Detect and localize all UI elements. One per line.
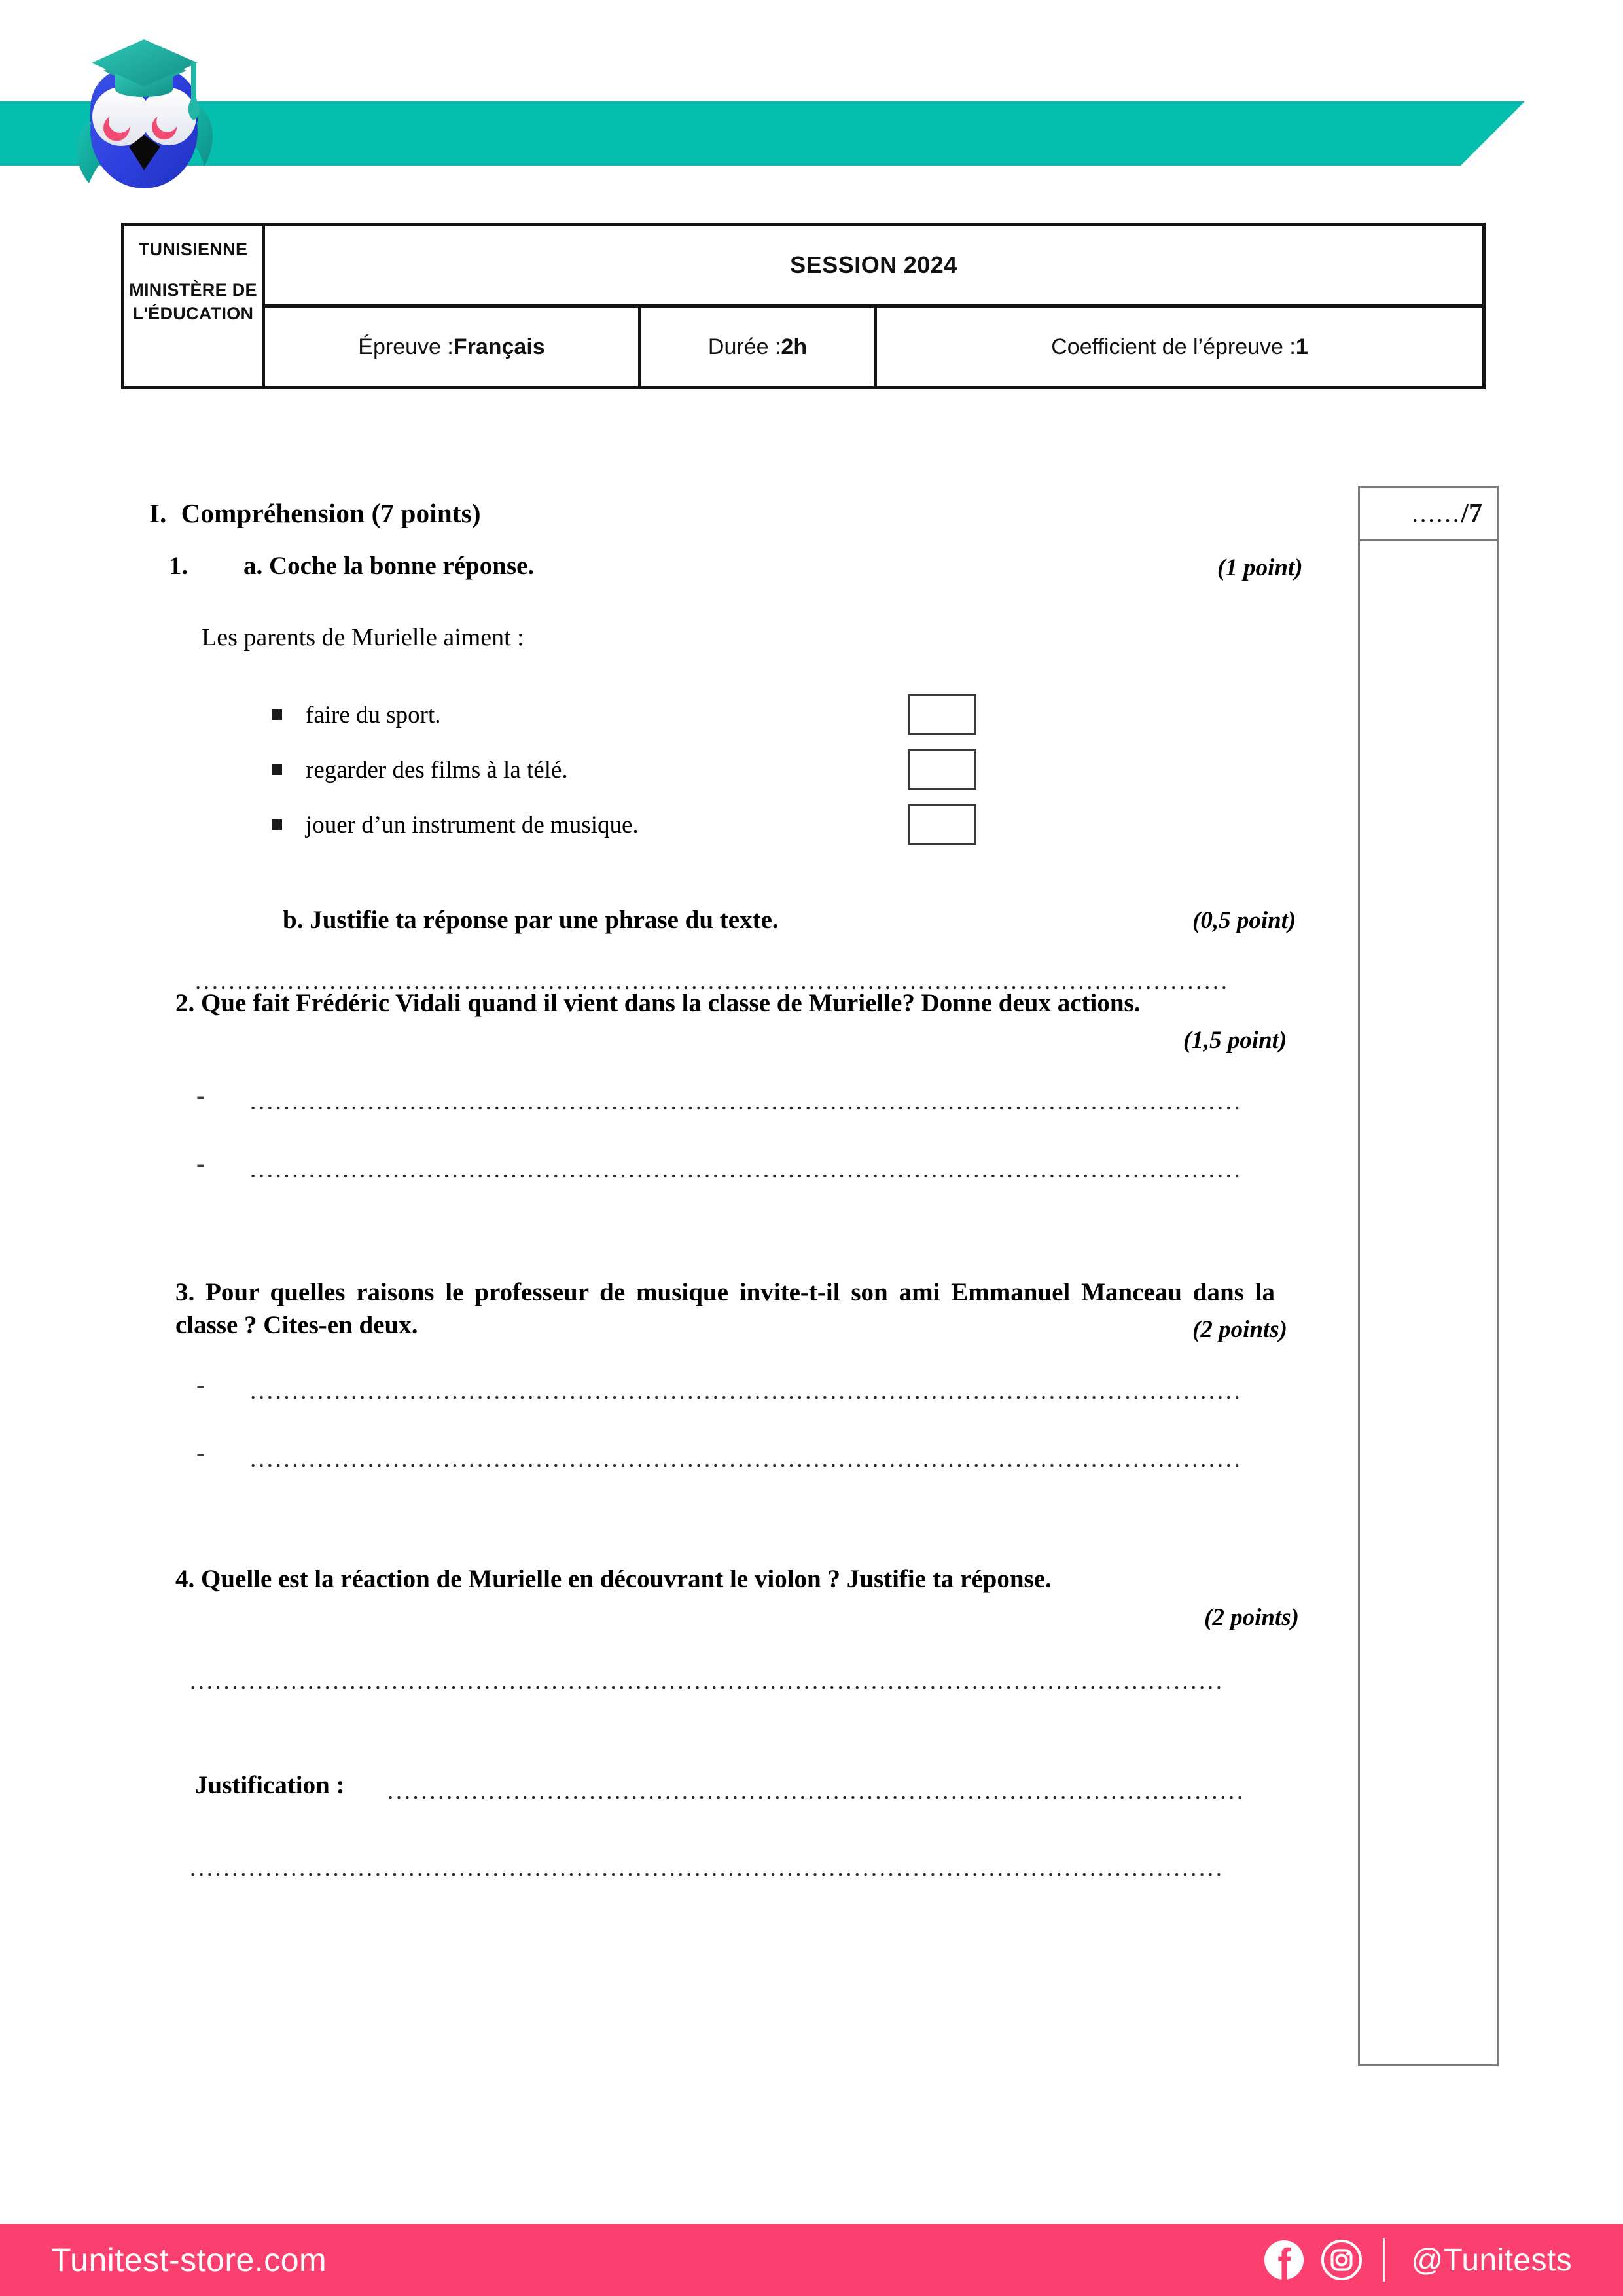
score-column (1358, 486, 1499, 2066)
list-item (272, 797, 1057, 852)
answer-line-q2-b[interactable]: ...................................................................................................................... (250, 1157, 1243, 1183)
justification-label: Justification : (195, 1771, 345, 1799)
coefficient-label: Coefficient de l’épreuve : (1051, 334, 1296, 359)
list-item (272, 687, 1057, 742)
section-title-text: Compréhension (7 points) (181, 498, 481, 528)
subject-value: Français (453, 334, 545, 359)
question-1b-text (283, 905, 779, 935)
answer-line-q2-a[interactable]: ...................................................................................................................... (250, 1088, 1243, 1115)
ministry-identity-cell (124, 226, 265, 386)
option-checkbox-1[interactable] (908, 694, 976, 735)
option-checkbox-2[interactable] (908, 749, 976, 790)
dash-bullet-icon: - (196, 1081, 205, 1110)
option-label-2: regarder des films à la télé. (306, 756, 568, 783)
square-bullet-icon (272, 764, 282, 775)
authority-line-2: MINISTÈRE DE (129, 280, 257, 300)
coefficient-value: 1 (1295, 334, 1308, 359)
section-numeral: I. (149, 498, 167, 528)
question-1a-points: (1 point) (1217, 554, 1303, 581)
score-max: /7 (1461, 498, 1482, 529)
section-title (149, 497, 481, 529)
answer-line-justification[interactable]: ...................................................................................................... (387, 1778, 1245, 1804)
answer-line-q3-a[interactable]: ...................................................................................................................... (250, 1378, 1243, 1405)
dash-bullet-icon: - (196, 1438, 205, 1467)
question-1b-label: b. (283, 906, 304, 934)
duration-label: Durée : (707, 334, 781, 359)
question-4-text: 4. Quelle est la réaction de Murielle en découvrant le violon ? Justifie ta réponse. (175, 1565, 1052, 1593)
instagram-icon[interactable] (1321, 2240, 1362, 2280)
question-1b-points: (0,5 point) (1192, 907, 1296, 934)
footer-social (1264, 2238, 1572, 2282)
footer-website[interactable]: Tunitest-store.com (51, 2242, 327, 2278)
authority-line-1: TUNISIENNE (138, 240, 248, 259)
answer-line-q4-b[interactable]: ........................................................................................................................... (190, 1855, 1224, 1882)
duration-cell (641, 308, 877, 386)
score-blank-dots: ...... (1412, 499, 1461, 528)
facebook-icon[interactable] (1264, 2240, 1304, 2280)
question-4-points: (2 points) (1204, 1604, 1299, 1631)
question-1a-text (243, 551, 534, 581)
duration-value: 2h (781, 334, 808, 359)
option-checkbox-3[interactable] (908, 804, 976, 845)
authority-line-3: L'ÉDUCATION (132, 304, 254, 324)
owl-graduate-icon (52, 12, 249, 208)
score-total-cell[interactable] (1360, 488, 1497, 541)
coefficient-cell (877, 308, 1482, 386)
session-label: SESSION (790, 251, 897, 278)
dash-bullet-icon: - (196, 1149, 205, 1178)
dash-bullet-icon: - (196, 1370, 205, 1399)
question-1a-instruction: Coche la bonne réponse. (269, 552, 535, 580)
option-label-1: faire du sport. (306, 701, 441, 728)
question-1-number: 1. (169, 552, 188, 580)
question-1-stem: Les parents de Murielle aiment : (202, 624, 524, 651)
subject-cell (265, 308, 641, 386)
question-2-text: 2. Que fait Frédéric Vidali quand il vient dans la classe de Murielle? Donne deux actions. (175, 989, 1141, 1017)
question-2-points: (1,5 point) (1183, 1027, 1287, 1054)
option-label-3: jouer d’un instrument de musique. (306, 811, 639, 838)
question-3-text: 3. Pour quelles raisons le professeur de musique invite-t-il son ami Emmanuel Manceau dans la classe ? Cites-en deux. (175, 1278, 1275, 1339)
square-bullet-icon (272, 709, 282, 720)
answer-line-q3-b[interactable]: ...................................................................................................................... (250, 1446, 1243, 1473)
session-cell (265, 226, 1482, 308)
question-1-options (272, 687, 1057, 852)
footer-divider (1383, 2238, 1385, 2282)
exam-header-table (121, 223, 1486, 389)
list-item (272, 742, 1057, 797)
subject-label: Épreuve : (358, 334, 454, 359)
footer-handle[interactable]: @Tunitests (1411, 2242, 1572, 2278)
question-1a-label: a. (243, 552, 263, 580)
question-3-points: (2 points) (1192, 1316, 1287, 1343)
answer-line-q4-a[interactable]: ........................................................................................................................... (190, 1668, 1224, 1695)
answer-line-q1b[interactable]: ........................................................................................................................... (195, 968, 1230, 995)
square-bullet-icon (272, 819, 282, 830)
exam-meta-cells (265, 226, 1482, 386)
page-footer (0, 2224, 1623, 2296)
session-year: 2024 (903, 251, 957, 278)
question-1b-instruction: Justifie ta réponse par une phrase du texte. (310, 906, 779, 934)
